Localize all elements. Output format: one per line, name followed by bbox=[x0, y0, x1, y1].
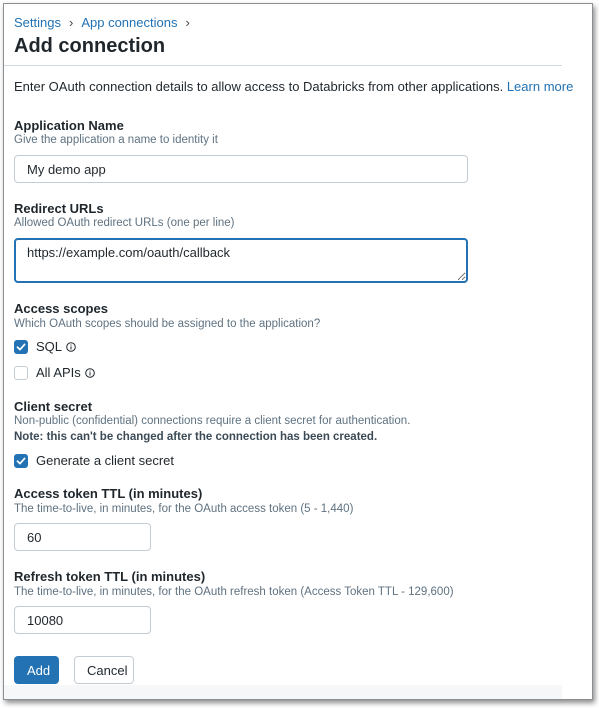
add-button[interactable]: Add bbox=[14, 656, 59, 684]
generate-secret-option[interactable] bbox=[14, 453, 174, 468]
cancel-button[interactable]: Cancel bbox=[74, 656, 134, 684]
checkmark-icon bbox=[16, 342, 26, 352]
app-name-hint: Give the application a name to identity it bbox=[14, 134, 218, 146]
sql-checkbox[interactable] bbox=[14, 340, 28, 354]
scope-all-apis-option[interactable] bbox=[14, 365, 95, 380]
generate-secret-checkbox[interactable] bbox=[14, 454, 28, 468]
sql-label: SQL bbox=[36, 339, 63, 354]
breadcrumb bbox=[14, 15, 198, 30]
client-secret-hint: Non-public (confidential) connections require a client secret for authentication. bbox=[14, 415, 411, 427]
access-ttl-input[interactable] bbox=[14, 523, 151, 551]
dialog-frame bbox=[3, 3, 593, 700]
footer-band bbox=[4, 685, 562, 699]
breadcrumb-separator: › bbox=[185, 15, 190, 30]
access-scopes-hint: Which OAuth scopes should be assigned to the application? bbox=[14, 318, 321, 330]
header-divider bbox=[4, 65, 562, 66]
refresh-ttl-input[interactable] bbox=[14, 606, 151, 634]
redirect-urls-label: Redirect URLs bbox=[14, 201, 104, 216]
client-secret-note: Note: this can't be changed after the connection has been created. bbox=[14, 431, 378, 443]
breadcrumb-app-connections[interactable]: App connections bbox=[81, 15, 178, 30]
checkmark-icon bbox=[16, 456, 26, 466]
learn-more-link[interactable]: Learn more bbox=[506, 79, 574, 94]
generate-secret-label: Generate a client secret bbox=[36, 453, 175, 468]
info-icon[interactable] bbox=[66, 342, 76, 352]
intro-text bbox=[14, 79, 573, 94]
all-apis-checkbox[interactable] bbox=[14, 366, 28, 380]
client-secret-label: Client secret bbox=[14, 399, 93, 414]
add-connection-form bbox=[14, 4, 574, 699]
redirect-urls-hint: Allowed OAuth redirect URLs (one per line) bbox=[14, 217, 235, 229]
redirect-urls-textarea[interactable] bbox=[14, 238, 468, 283]
intro-description: Enter OAuth connection details to allow access to Databricks from other applications. bbox=[14, 79, 504, 94]
app-name-label: Application Name bbox=[14, 118, 124, 133]
refresh-ttl-hint: The time-to-live, in minutes, for the OAuth refresh token (Access Token TTL - 129,600) bbox=[14, 586, 454, 598]
all-apis-label: All APIs bbox=[36, 365, 81, 380]
page-title: Add connection bbox=[14, 35, 166, 57]
breadcrumb-separator: › bbox=[68, 15, 74, 30]
breadcrumb-settings[interactable]: Settings bbox=[14, 15, 61, 30]
app-name-input[interactable] bbox=[14, 155, 468, 183]
refresh-ttl-label: Refresh token TTL (in minutes) bbox=[14, 569, 206, 584]
access-scopes-label: Access scopes bbox=[14, 301, 108, 316]
info-icon[interactable] bbox=[85, 368, 95, 378]
access-ttl-hint: The time-to-live, in minutes, for the OAuth access token (5 - 1,440) bbox=[14, 503, 354, 515]
scope-sql-option[interactable] bbox=[14, 339, 76, 354]
access-ttl-label: Access token TTL (in minutes) bbox=[14, 486, 203, 501]
